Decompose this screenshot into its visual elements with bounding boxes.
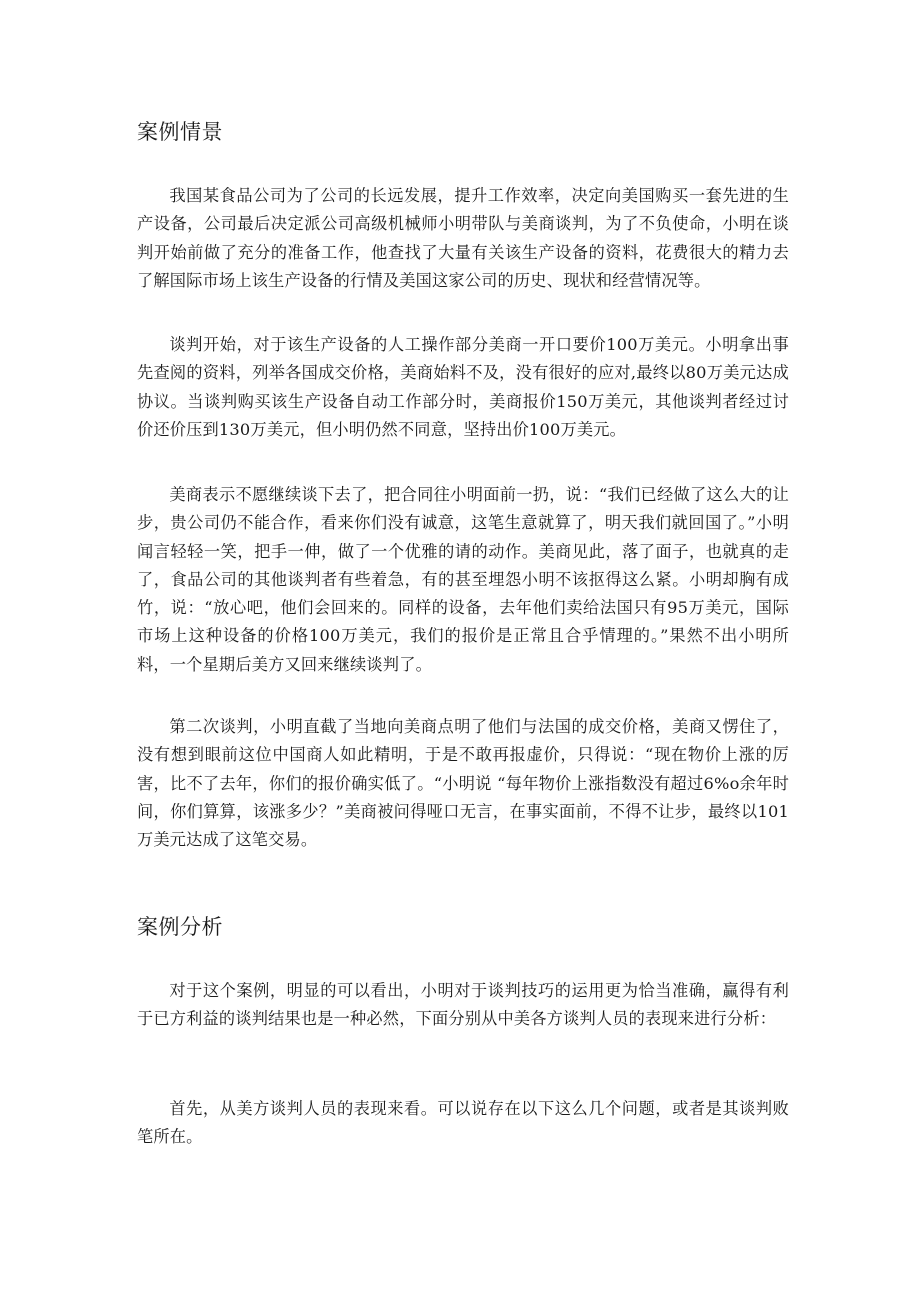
paragraph-scenario-intro: 我国某食品公司为了公司的长远发展，提升工作效率，决定向美国购买一套先进的生产设备，公司最后决定派公司高级机械师小明带队与美商谈判，为了不负使命，小明在谈判开始前做了充分的准备工作，他查找了大量有关该生产设备的资料，花费很大的精力去了解国际市场上该生产设备的行情及美国这家公司的历史、现状和经营情况等。 (137, 186, 789, 290)
section-heading-case-scenario: 案例情景 (137, 120, 223, 144)
paragraph-first-negotiation: 谈判开始，对于该生产设备的人工操作部分美商一开口要价100万美元。小明拿出事先查阅的资料，列举各国成交价格，美商始料不及，没有很好的应对,最终以80万美元达成协议。当谈判购买该生产设备自动工作部分时，美商报价150万美元，其他谈判者经过讨价还价压到130万美元，但小明仍然不同意，坚持出价100万美元。 (137, 335, 789, 439)
section-heading-case-analysis: 案例分析 (137, 915, 223, 939)
paragraph-second-negotiation: 第二次谈判，小明直截了当地向美商点明了他们与法国的成交价格，美商又愣住了，没有想到眼前这位中国商人如此精明，于是不敢再报虚价，只得说：“现在物价上涨的厉害，比不了去年，你们的报价确实低了。“小明说 “每年物价上涨指数没有超过6%o余年时间，你们算算，该涨多少？”美商被问得哑口无言，在事实面前，不得不让步，最终以101万美元达成了这笔交易。 (137, 717, 789, 850)
paragraph-walkout: 美商表示不愿继续谈下去了，把合同往小明面前一扔，说：“我们已经做了这么大的让步，贵公司仍不能合作，看来你们没有诚意，这笔生意就算了，明天我们就回国了。”小明闻言轻轻一笑，把手一伸，做了一个优雅的请的动作。美商见此，落了面子，也就真的走了，食品公司的其他谈判者有些着急，有的甚至埋怨小明不该抠得这么紧。小明却胸有成竹，说：“放心吧，他们会回来的。同样的设备，去年他们卖给法国只有95万美元，国际市场上这种设备的价格100万美元，我们的报价是正常且合乎情理的。”果然不出小明所料，一个星期后美方又回来继续谈判了。 (137, 485, 789, 674)
paragraph-analysis-intro: 对于这个案例，明显的可以看出，小明对于谈判技巧的运用更为恰当准确，赢得有利于已方利益的谈判结果也是一种必然，下面分别从中美各方谈判人员的表现来进行分析： (137, 981, 789, 1029)
paragraph-us-side-analysis: 首先，从美方谈判人员的表现来看。可以说存在以下这么几个问题，或者是其谈判败笔所在。 (137, 1099, 789, 1147)
